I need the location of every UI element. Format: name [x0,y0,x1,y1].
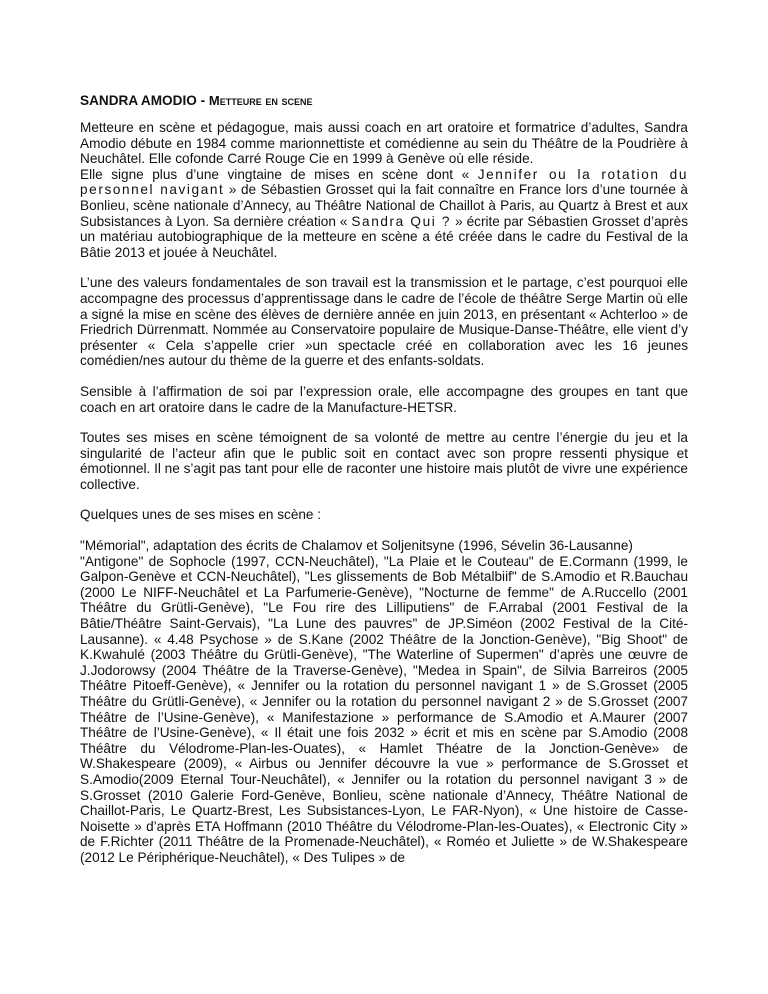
work-title-achterloo: Achterloo [599,306,658,322]
productions-list: "Antigone" de Sophocle (1997, CCN-Neuchâtel), "La Plaie et le Couteau" de E.Cormann (1999, le Galpon-Genève et CCN-Neuchâtel), "Les glissements de Bob Métalbiif" de S.Amodio et R.Bauchau (2000 Le NIFF-Neuchâtel et La Parfumerie-Genève), "Nocturne de femme" de A.Ruccello (2001 Théâtre du Grütli-Genève), "Le Fou rire des Lilliputiens" de F.Arrabal (2001 Festival de la Bâtie/Théâtre Saint-Gervais), "La Lune des pauvres" de JP.Siméon (2002 Festival de la Cité-Lausanne). « 4.48 Psychose » de S.Kane (2002 Théâtre de la Jonction-Genève), "Big Shoot" de K.Kwahulé (2003 Théâtre du Grütli-Genève), "The Waterline of Supermen" d’après une œuvre de J.Jodorowsy (2004 Théâtre de la Traverse-Genève), "Medea in Spain", de Silvia Barreiros (2005 Théâtre Pitoeff-Genève), « Jennifer ou la rotation du personnel navigant 1 » de S.Grosset (2005 Théâtre du Grütli-Genève), « Jennifer ou la rotation du personnel navigant 2 » de S.Grosset (2007 Théâtre de l’Usine-Genève), « Manifestazione » performance de S.Amodio et A.Maurer (2007 Théâtre de l’Usine-Genève), « Il était une fois 2032 » écrit et mis en scène par S.Amodio (2008 Théâtre du Vélodrome-Plan-les-Ouates), « Hamlet Théatre de la Jonction-Genève» de W.Shakespeare (2009), « Airbus ou Jennifer découvre la vue » performance de S.Grosset et S.Amodio(2009 Eternal Tour-Neuchâtel), « Jennifer ou la rotation du personnel navigant 3 » de S.Grosset (2010 Galerie Ford-Genève, Bonlieu, scène nationale d’Annecy, Théâtre National de Chaillot-Paris, Le Quartz-Brest, Les Subsistances-Lyon, Le FAR-Nyon), « Une histoire de Casse-Noisette » d’après ETA Hoffmann (2010 Théâtre du Vélodrome-Plan-les-Ouates), « Electronic City » de F.Richter (2011 Théâtre de la Promenade-Neuchâtel), « Roméo et Juliette » de W.Shakespeare (2012 Le Périphérique-Neuchâtel), « Des Tulipes » de [80,553,688,865]
bio-paragraph-teaching [80,275,688,369]
document-page [80,93,688,866]
teaching-text-2: » de Friedrich Dürrenmatt. Nommée au Conservatoire populaire de Musique-Danse-Théâtre, elle vient d’y présenter « [80,306,689,353]
teaching-text-3: »un spectacle créé en collaboration avec les 16 jeunes comédien/nes autour du thème de la guerre et des enfants-soldats. [80,337,688,369]
work-title-jennifer: Jennifer ou la rotation du personnel navigant [80,166,688,198]
production-memorial: "Mémorial", adaptation des écrits de Chalamov et Soljenitsyne (1996, Sévelin 36-Lausanne) [80,538,633,554]
works-text-3: » écrite par Sébastien Grosset d’après un matériau autobiographique de la metteure en scène a été créée dans le cadre du Festival de la Bâtie 2013 et jouée à Neuchâtel. [80,213,689,260]
author-role: Metteure en scene [208,93,313,108]
productions-heading: Quelques unes de ses mises en scène : [80,507,322,523]
page-title [80,93,688,109]
works-text-2: » de Sébastien Grosset qui la fait connaître en France lors d’une tournée à Bonlieu, scène nationale d’Annecy, au Théâtre National de Chaillot à Paris, au Quartz à Brest et aux Subsistances à Lyon. Sa dernière création « [80,182,688,229]
teaching-text-1: L’une des valeurs fondamentales de son travail est la transmission et le partage, c’est pourquoi elle accompagne des processus d’apprentissage dans le cadre de l’école de théâtre Serge Martin où elle a signé la mise en scène des élèves de dernière année en juin 2013, en présentant « [80,275,688,322]
author-name: SANDRA AMODIO [80,93,197,108]
bio-paragraph-intro: Metteure en scène et pédagogue, mais aussi coach en art oratoire et formatrice d’adultes, Sandra Amodio débute en 1984 comme marionnettiste et comédienne au sein du Théâtre de la Poudrière à Neuchâtel. Elle cofonde Carré Rouge Cie en 1999 à Genève où elle réside. [80,120,688,167]
bio-paragraph-coaching: Sensible à l’affirmation de soi par l’expression orale, elle accompagne des groupes en tant que coach en art oratoire dans le cadre de la Manufacture-HETSR. [80,383,688,415]
work-title-sandra-qui: Sandra Qui ? [351,213,452,229]
work-title-cela-sappelle-crier: Cela s’appelle crier [165,337,295,353]
works-text-1: Elle signe plus d’une vingtaine de mises en scène dont « [80,166,478,182]
title-separator: - [196,93,209,108]
bio-paragraph-works [80,167,688,261]
bio-paragraph-approach: Toutes ses mises en scène témoignent de sa volonté de mettre au centre l’énergie du jeu et la singularité de l’acteur afin que le public soit en contact avec son propre ressenti physique et émotionnel. Il ne s’agit pas tant pour elle de raconter une histoire mais plutôt de vivre une expérience collective. [80,430,688,492]
